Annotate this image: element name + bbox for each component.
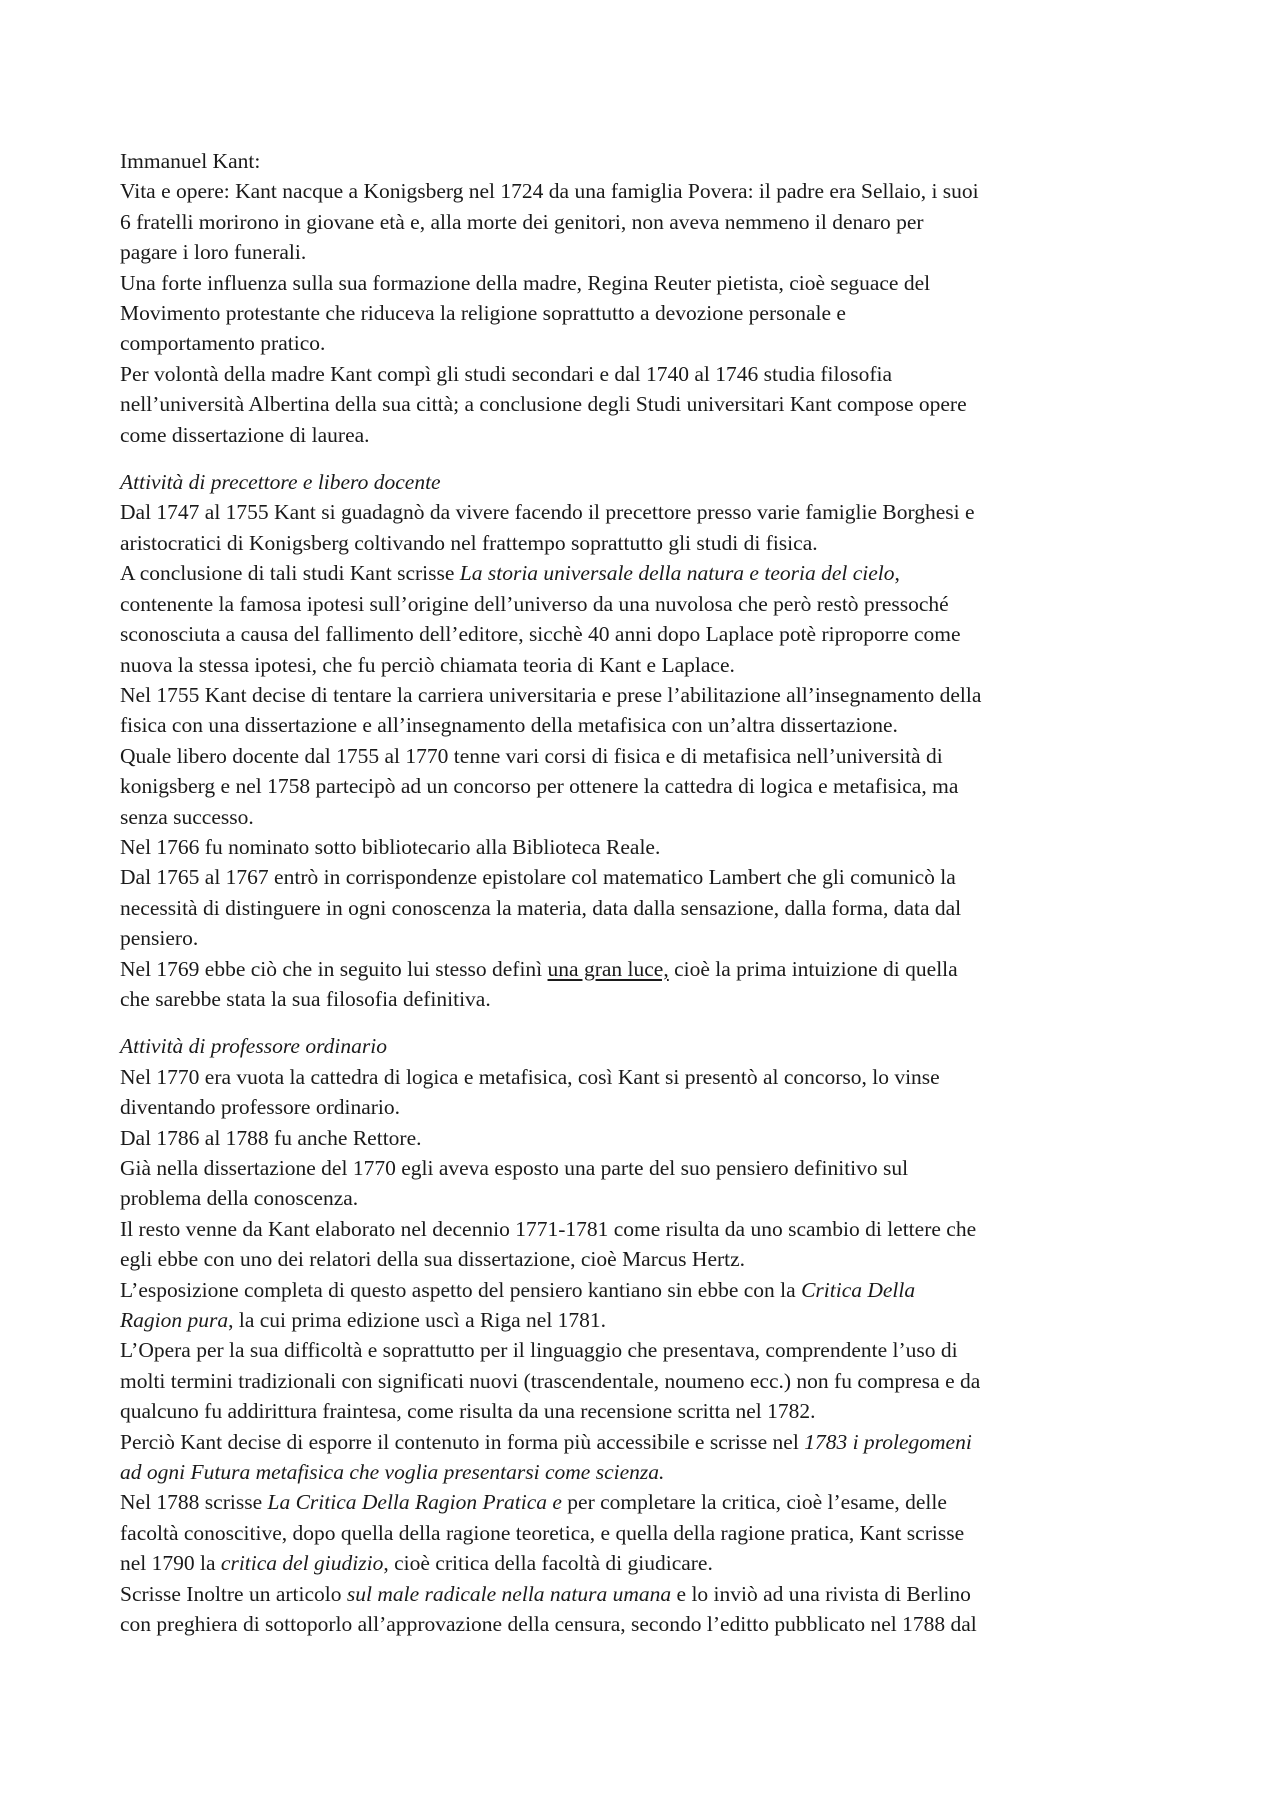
paragraph-line: nuova la stessa ipotesi, che fu perciò chiamata teoria di Kant e Laplace.	[120, 652, 735, 677]
paragraph-line: con preghiera di sottoporlo all’approvazione della censura, secondo l’editto pubblicato nel 1788 dal	[120, 1612, 977, 1637]
paragraph-line: senza successo.	[120, 804, 254, 829]
paragraph-line: fisica con una dissertazione e all’insegnamento della metafisica con un’altra dissertazione.	[120, 713, 898, 738]
paragraph-line: konigsberg e nel 1758 partecipò ad un concorso per ottenere la cattedra di logica e metafisica, ma	[120, 774, 959, 799]
paragraph-line: pensiero.	[120, 926, 199, 951]
paragraph-line: necessità di distinguere in ogni conoscenza la materia, data dalla sensazione, dalla forma, data dal	[120, 895, 962, 920]
text-run: Nel 1769 ebbe ciò che in seguito lui stesso definì	[120, 956, 548, 981]
book-title-italic: ad ogni Futura metafisica che voglia presentarsi come scienza.	[120, 1460, 665, 1485]
paragraph-line	[120, 1579, 1168, 1609]
paragraph-line: Dal 1747 al 1755 Kant si guadagnò da vivere facendo il precettore presso varie famiglie Borghesi e	[120, 500, 975, 525]
paragraph-line	[120, 1305, 1168, 1335]
paragraph-line: Quale libero docente dal 1755 al 1770 tenne vari corsi di fisica e di metafisica nell’università di	[120, 743, 943, 768]
section-heading-professore: Attività di professore ordinario	[120, 1034, 387, 1059]
paragraph-line: Già nella dissertazione del 1770 egli aveva esposto una parte del suo pensiero definitivo sul	[120, 1156, 909, 1180]
paragraph-line: Movimento protestante che riduceva la religione soprattutto a devozione personale e	[120, 301, 846, 326]
paragraph-line: egli ebbe con uno dei relatori della sua dissertazione, cioè Marcus Hertz.	[120, 1247, 746, 1272]
paragraph-line: pagare i loro funerali.	[120, 240, 307, 265]
text-run: A conclusione di tali studi Kant scrisse	[120, 561, 460, 586]
book-title-italic: 1783 i prolegomeni	[804, 1429, 972, 1454]
text-run: L’esposizione completa di questo aspetto del pensiero kantiano sin ebbe con la	[120, 1277, 802, 1302]
book-title-italic: Ragion pura	[120, 1308, 229, 1333]
paragraph-spacer	[120, 1014, 1168, 1031]
paragraph-line: sconosciuta a causa del fallimento dell’editore, sicchè 40 anni dopo Laplace potè riproporre come	[120, 622, 961, 647]
section-heading-precettore: Attività di precettore e libero docente	[120, 470, 441, 495]
paragraph-line: 6 fratelli morirono in giovane età e, alla morte dei genitori, non aveva nemmeno il denaro per	[120, 209, 924, 234]
paragraph-line	[120, 1427, 1168, 1457]
paragraph-line: problema della conoscenza.	[120, 1186, 359, 1211]
paragraph-line: molti termini tradizionali con significati nuovi (trascendentale, noumeno ecc.) non fu compresa e da	[120, 1368, 981, 1393]
book-title-italic: La Critica Della Ragion Pratica e	[267, 1490, 562, 1515]
book-title-italic: Critica Della	[801, 1277, 916, 1302]
paragraph-line: facoltà conoscitive, dopo quella della ragione teoretica, e quella della ragione pratica, Kant scrisse	[120, 1520, 965, 1545]
book-title-italic: critica del giudizio	[220, 1551, 384, 1576]
paragraph-line: Una forte influenza sulla sua formazione della madre, Regina Reuter pietista, cioè seguace del	[120, 270, 931, 295]
paragraph-line	[120, 1275, 1168, 1305]
paragraph-line: diventando professore ordinario.	[120, 1095, 401, 1120]
text-run: , la cui prima edizione uscì a Riga nel 1781.	[228, 1308, 607, 1333]
document-title: Immanuel Kant:	[120, 149, 261, 173]
paragraph-line	[120, 1487, 1168, 1517]
paragraph-line: L’Opera per la sua difficoltà e soprattutto per il linguaggio che presentava, comprendente l’uso di	[120, 1338, 958, 1363]
paragraph-line: Dal 1786 al 1788 fu anche Rettore.	[120, 1125, 422, 1150]
paragraph-line: Il resto venne da Kant elaborato nel decennio 1771-1781 come risulta da uno scambio di lettere che	[120, 1216, 977, 1241]
paragraph-line	[120, 954, 1168, 984]
paragraph-line: nell’università Albertina della sua città; a conclusione degli Studi universitari Kant compose opere	[120, 392, 967, 417]
paragraph-line: contenente la famosa ipotesi sull’origine dell’universo da una nuvolosa che però restò pressoché	[120, 591, 949, 616]
paragraph-line: come dissertazione di laurea.	[120, 422, 370, 447]
text-run: ,	[894, 561, 900, 586]
text-run: cioè la prima intuizione di quella	[668, 956, 958, 981]
book-title-italic: La storia universale della natura e teoria del cielo	[459, 561, 895, 586]
paragraph-line: comportamento pratico.	[120, 331, 326, 356]
paragraph-line: Per volontà della madre Kant compì gli studi secondari e dal 1740 al 1746 studia filosofia	[120, 361, 893, 386]
paragraph-line: Nel 1770 era vuota la cattedra di logica e metafisica, così Kant si presentò al concorso, lo vinse	[120, 1064, 940, 1089]
paragraph-line: Vita e opere: Kant nacque a Konigsberg nel 1724 da una famiglia Povera: il padre era Sellaio, i suoi	[120, 179, 979, 204]
paragraph-line: aristocratici di Konigsberg coltivando nel frattempo soprattutto gli studi di fisica.	[120, 530, 818, 555]
text-run: e lo inviò ad una rivista di Berlino	[671, 1581, 971, 1606]
document-body	[120, 146, 1168, 1640]
paragraph-line: Nel 1755 Kant decise di tentare la carriera universitaria e prese l’abilitazione all’insegnamento della	[120, 682, 982, 707]
text-run: Nel 1788 scrisse	[120, 1490, 268, 1515]
paragraph-line	[120, 1548, 1168, 1578]
text-run: nel 1790 la	[120, 1551, 221, 1576]
book-title-italic: sul male radicale nella natura umana	[346, 1581, 672, 1606]
text-run: , cioè critica della facoltà di giudicare.	[383, 1551, 713, 1576]
text-run: Perciò Kant decise di esporre il contenuto in forma più accessibile e scrisse nel	[120, 1429, 805, 1454]
text-run: per completare la critica, cioè l’esame, delle	[561, 1490, 947, 1515]
paragraph-line: che sarebbe stata la sua filosofia definitiva.	[120, 986, 491, 1011]
paragraph-line: qualcuno fu addirittura fraintesa, come risulta da una recensione scritta nel 1782.	[120, 1399, 816, 1424]
underlined-phrase: una gran luce,	[547, 956, 669, 981]
paragraph-line	[120, 558, 1168, 588]
text-run: Scrisse Inoltre un articolo	[120, 1581, 347, 1606]
paragraph-line: Nel 1766 fu nominato sotto bibliotecario alla Biblioteca Reale.	[120, 834, 661, 859]
paragraph-line: Dal 1765 al 1767 entrò in corrispondenze epistolare col matematico Lambert che gli comunicò la	[120, 865, 956, 890]
paragraph-spacer	[120, 450, 1168, 467]
paragraph-line	[120, 1457, 1168, 1487]
